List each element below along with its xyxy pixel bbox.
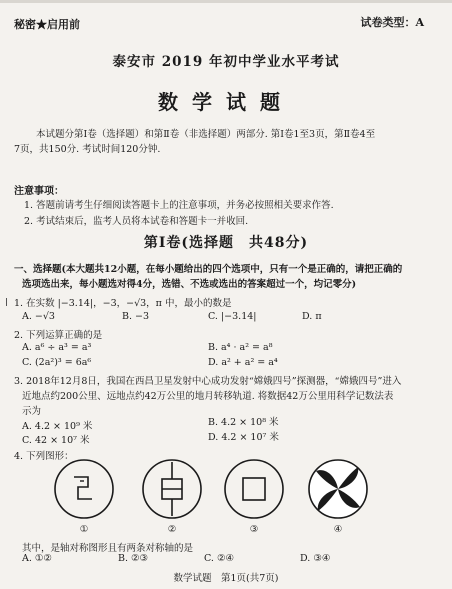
question-4-stem: 4. 下列图形： xyxy=(14,451,74,462)
paper-type-label: 试卷类型：A xyxy=(360,16,424,29)
question-3-stem-line-1: 3. 2018年12月8日，我国在西昌卫星发射中心成功发射“嫦娥四号”探测器，“嫦娥四号”进入 xyxy=(14,376,402,387)
question-3-stem-line-2: 近地点约200公里、远地点约42万公里的地月转移轨道. 将数据42万公里用科学记数法表 xyxy=(22,391,394,402)
figure-4-label: ④ xyxy=(333,524,343,535)
q3-option-b: B. 4.2 × 10⁸ 米 xyxy=(208,417,279,428)
q2-option-d: D. a² + a² = a⁴ xyxy=(208,357,278,368)
q4-option-b: B. ②③ xyxy=(118,553,149,564)
part-title: 第Ⅰ卷(选择题 共48分) xyxy=(143,235,309,251)
figure-2-label: ② xyxy=(167,524,177,535)
figure-3-label: ③ xyxy=(249,524,259,535)
page-footer: 数学试题 第1页(共7页) xyxy=(173,573,279,584)
q2-option-c: C. (2a²)³ = 6a⁶ xyxy=(22,357,92,368)
subject-title: 数学试题 xyxy=(158,90,294,114)
intro-line-2: 7页，共150分. 考试时间120分钟. xyxy=(14,144,161,155)
margin-mark xyxy=(6,298,7,306)
q1-option-c: C. |−3.14| xyxy=(208,311,257,322)
section-instructions-line-1: 一、选择题(本大题共12小题，在每小题给出的四个选项中，只有一个是正确的，请把正确的 xyxy=(14,264,403,275)
figure-3-coin-with-square xyxy=(222,457,286,521)
question-3-stem-line-3: 示为 xyxy=(22,406,42,417)
q3-option-d: D. 4.2 × 10⁷ 米 xyxy=(208,432,279,443)
q1-option-a: A. −√3 xyxy=(22,311,55,322)
question-4-prompt: 其中，是轴对称图形且有两条对称轴的是 xyxy=(22,543,194,554)
figure-1-swastika-like-pattern xyxy=(52,457,116,521)
q2-option-a: A. a⁶ ÷ a³ = a³ xyxy=(22,342,92,353)
q4-option-d: D. ③④ xyxy=(300,553,331,564)
figure-4-three-blade-pinwheel xyxy=(306,457,370,521)
scan-edge xyxy=(0,0,452,3)
q2-option-b: B. a⁴ · a² = a⁸ xyxy=(208,342,273,353)
exam-title: 泰安市 2019 年初中学业水平考试 xyxy=(112,54,340,70)
q1-option-d: D. π xyxy=(302,311,322,322)
question-2-stem: 2. 下列运算正确的是 xyxy=(14,330,103,341)
q3-option-a: A. 4.2 × 10⁹ 米 xyxy=(22,421,93,432)
note-item: 1. 答题前请考生仔细阅读答题卡上的注意事项，并务必按照相关要求作答. xyxy=(24,200,334,211)
q4-option-a: A. ①② xyxy=(22,553,52,564)
note-item: 2. 考试结束后，监考人员将本试卷和答题卡一并收回. xyxy=(24,216,249,227)
q3-option-c: C. 42 × 10⁷ 米 xyxy=(22,435,90,446)
q4-option-c: C. ②④ xyxy=(204,553,235,564)
q1-option-b: B. −3 xyxy=(122,311,150,322)
figure-1-label: ① xyxy=(79,524,89,535)
intro-line-1: 本试题分第Ⅰ卷（选择题）和第Ⅱ卷（非选择题）两部分. 第Ⅰ卷1至3页，第Ⅱ卷4至 xyxy=(36,129,376,140)
figure-2-coin-with-split-square xyxy=(140,457,204,521)
question-1-stem: 1. 在实数 |−3.14|，−3，−√3，π 中，最小的数是 xyxy=(14,298,232,309)
section-instructions-line-2: 选项选出来，每小题选对得4分，选错、不选或选出的答案超过一个，均记零分) xyxy=(22,279,357,290)
secret-label: 秘密★启用前 xyxy=(14,18,80,31)
notes-title: 注意事项： xyxy=(14,186,64,197)
